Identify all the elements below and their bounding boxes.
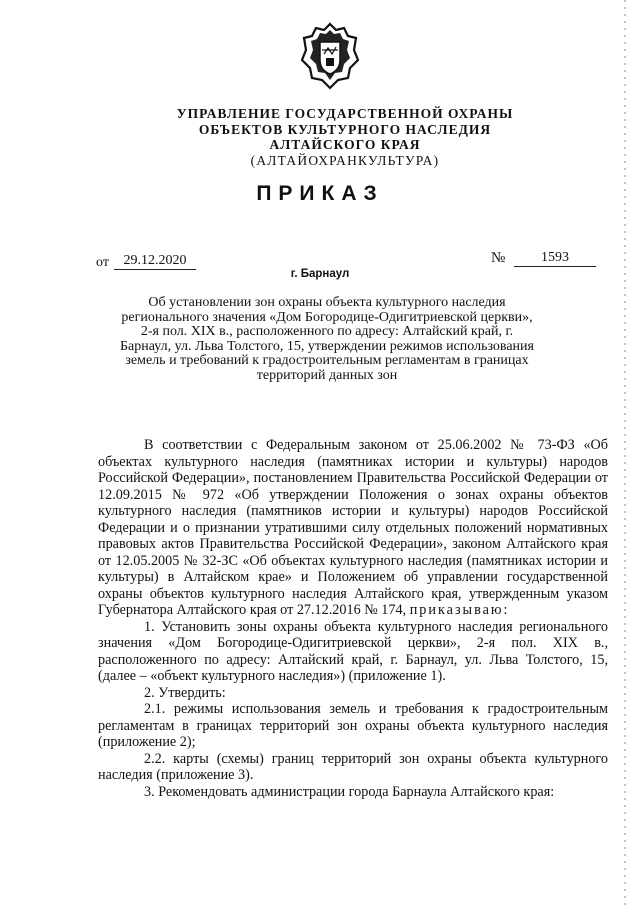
city: г. Барнаул	[290, 268, 350, 280]
organization-name	[140, 106, 550, 168]
document-body	[98, 437, 608, 800]
number-label: №	[491, 250, 506, 266]
item-2-1: 2.1. режимы использования земель и требования к градостроительным регламентам в границах территорий зон охраны объекта культурного наследия (приложение 2);	[98, 701, 608, 750]
coat-of-arms-icon	[300, 20, 360, 92]
document-type: ПРИКАЗ	[256, 182, 384, 205]
preamble-paragraph	[98, 437, 608, 619]
org-line-2: ОБЪЕКТОВ КУЛЬТУРНОГО НАСЛЕДИЯ	[198, 121, 492, 137]
preamble-text: В соответствии с Федеральным законом от 25.06.2002 № 73-ФЗ «Об объектах культурного наследия (памятниках истории и культуры) народов Российской Федерации», постановлением Правительства Российской Федерации от 12.09.2015 № 972 «Об утверждении Положения о зонах охраны объектов культурного наследия (памятников истории и культуры) народов Российской Федерации и о признании утратившими силу отдельных положений нормативных правовых актов Правительства Российской Федерации», законом Алтайского края от 12.05.2005 № 32-ЗС «Об объектах культурного наследия (памятниках истории и культуры) в Алтайском крае» и Положением об управлении государственной охраны объектов культурного наследия Алтайского края, утвержденным указом Губернатора Алтайского края от 27.12.2016 № 174,	[98, 437, 608, 618]
item-1: 1. Установить зоны охраны объекта культурного наследия регионального значения «Дом Богородице-Одигитриевской церкви», 2-я пол. XIX в., расположенного по адресу: Алтайский край, г. Барнаул, ул. Льва Толстого, 15, (далее – «объект культурного наследия») (приложение 1).	[98, 618, 608, 684]
org-short-name: (АЛТАЙОХРАНКУЛЬТУРА)	[250, 152, 440, 168]
item-2-2: 2.2. карты (схемы) границ территорий зон охраны объекта культурного наследия (приложение 3).	[98, 750, 608, 783]
item-3: 3. Рекомендовать администрации города Барнаула Алтайского края:	[144, 783, 555, 800]
document-date: 29.12.2020	[114, 253, 196, 270]
scan-edge-line	[624, 0, 626, 905]
item-2: 2. Утвердить:	[144, 684, 226, 701]
document-subject: Об установлении зон охраны объекта культурного наследия регионального значения «Дом Богородице-Одигитриевской церкви», 2-я пол. XIX в., расположенного по адресу: Алтайский край, г. Барнаул, ул. Льва Толстого, 15, утверждении режимов использования земель и требований к градостроительным регламентам в границах территорий данных зон	[120, 295, 534, 383]
org-line-3: АЛТАЙСКОГО КРАЯ	[269, 137, 421, 152]
order-word: приказываю:	[409, 602, 510, 618]
org-line-1: УПРАВЛЕНИЕ ГОСУДАРСТВЕННОЙ ОХРАНЫ	[176, 106, 514, 121]
document-number: 1593	[514, 250, 596, 267]
date-label: от	[96, 255, 109, 270]
